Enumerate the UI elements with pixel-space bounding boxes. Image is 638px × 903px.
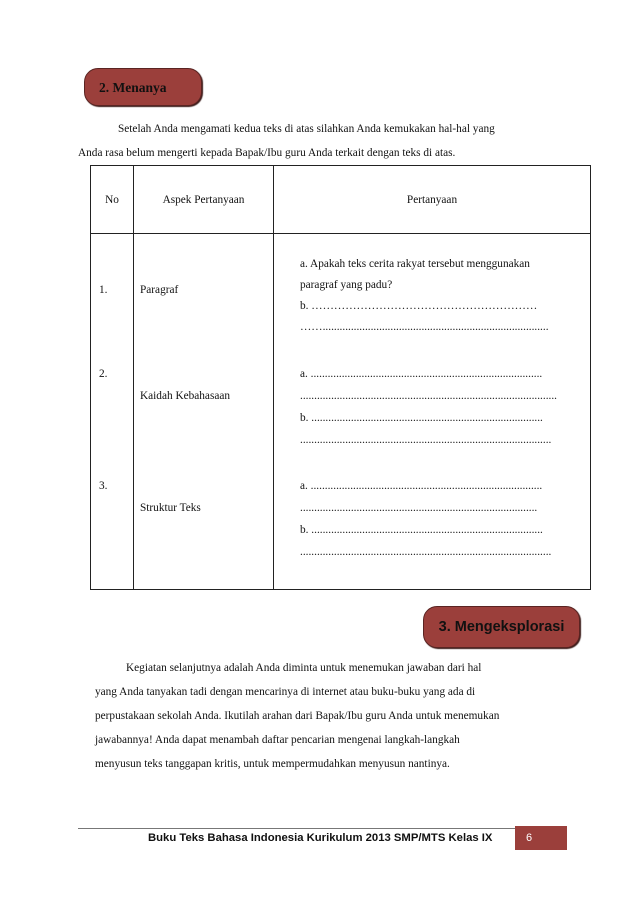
header-aspek: Aspek Pertanyaan xyxy=(134,166,274,234)
question-line: ……................................................................................ xyxy=(300,321,549,333)
question-line: .................................................................................... xyxy=(300,502,538,514)
header-pertanyaan: Pertanyaan xyxy=(274,166,591,234)
question-line: b. …………………………………………………… xyxy=(300,300,538,312)
row-aspek: Paragraf xyxy=(140,284,179,296)
explore-line-4: jawabannya! Anda dapat menambah daftar pencarian mengenai langkah-langkah xyxy=(95,734,460,746)
row-no: 3. xyxy=(99,480,108,492)
question-line: ........................................................................................... xyxy=(300,390,558,402)
question-table xyxy=(90,165,591,590)
aspek-cell xyxy=(134,234,274,590)
row-aspek: Struktur Teks xyxy=(140,502,201,514)
pertanyaan-cell xyxy=(274,234,591,590)
question-line: a. .................................................................................. xyxy=(300,480,543,492)
question-line: b. .................................................................................. xyxy=(300,524,543,536)
row-aspek: Kaidah Kebahasaan xyxy=(140,390,231,402)
no-cell xyxy=(91,234,134,590)
section-badge-menanya: 2. Menanya xyxy=(84,68,202,106)
footer-title: Buku Teks Bahasa Indonesia Kurikulum 2013 SMP/MTS Kelas IX xyxy=(148,832,493,844)
explore-line-5: menyusun teks tanggapan kritis, untuk mempermudahkan menyusun nantinya. xyxy=(95,758,450,770)
explore-line-1: Kegiatan selanjutnya adalah Anda diminta untuk menemukan jawaban dari hal xyxy=(126,662,482,674)
question-line: a. .................................................................................. xyxy=(300,368,543,380)
question-line: a. Apakah teks cerita rakyat tersebut menggunakan xyxy=(300,258,530,270)
table-header-row xyxy=(91,166,591,234)
row-no: 1. xyxy=(99,284,108,296)
section-badge-mengeksplorasi: 3. Mengeksplorasi xyxy=(423,606,580,648)
question-line: ......................................................................................... xyxy=(300,434,552,446)
question-line: ......................................................................................... xyxy=(300,546,552,558)
explore-line-2: yang Anda tanyakan tadi dengan mencarinya di internet atau buku-buku yang ada di xyxy=(95,686,476,698)
table-body-row xyxy=(91,234,591,590)
explore-line-3: perpustakaan sekolah Anda. Ikutilah arahan dari Bapak/Ibu guru Anda untuk menemukan xyxy=(95,710,500,722)
page-number: 6 xyxy=(515,826,567,850)
footer-divider xyxy=(78,828,540,829)
row-no: 2. xyxy=(99,368,108,380)
question-line: paragraf yang padu? xyxy=(300,279,393,291)
intro-line-2: Anda rasa belum mengerti kepada Bapak/Ibu guru Anda terkait dengan teks di atas. xyxy=(78,147,456,159)
header-no: No xyxy=(91,166,134,234)
question-line: b. .................................................................................. xyxy=(300,412,543,424)
intro-line-1: Setelah Anda mengamati kedua teks di atas silahkan Anda kemukakan hal-hal yang xyxy=(118,123,495,135)
